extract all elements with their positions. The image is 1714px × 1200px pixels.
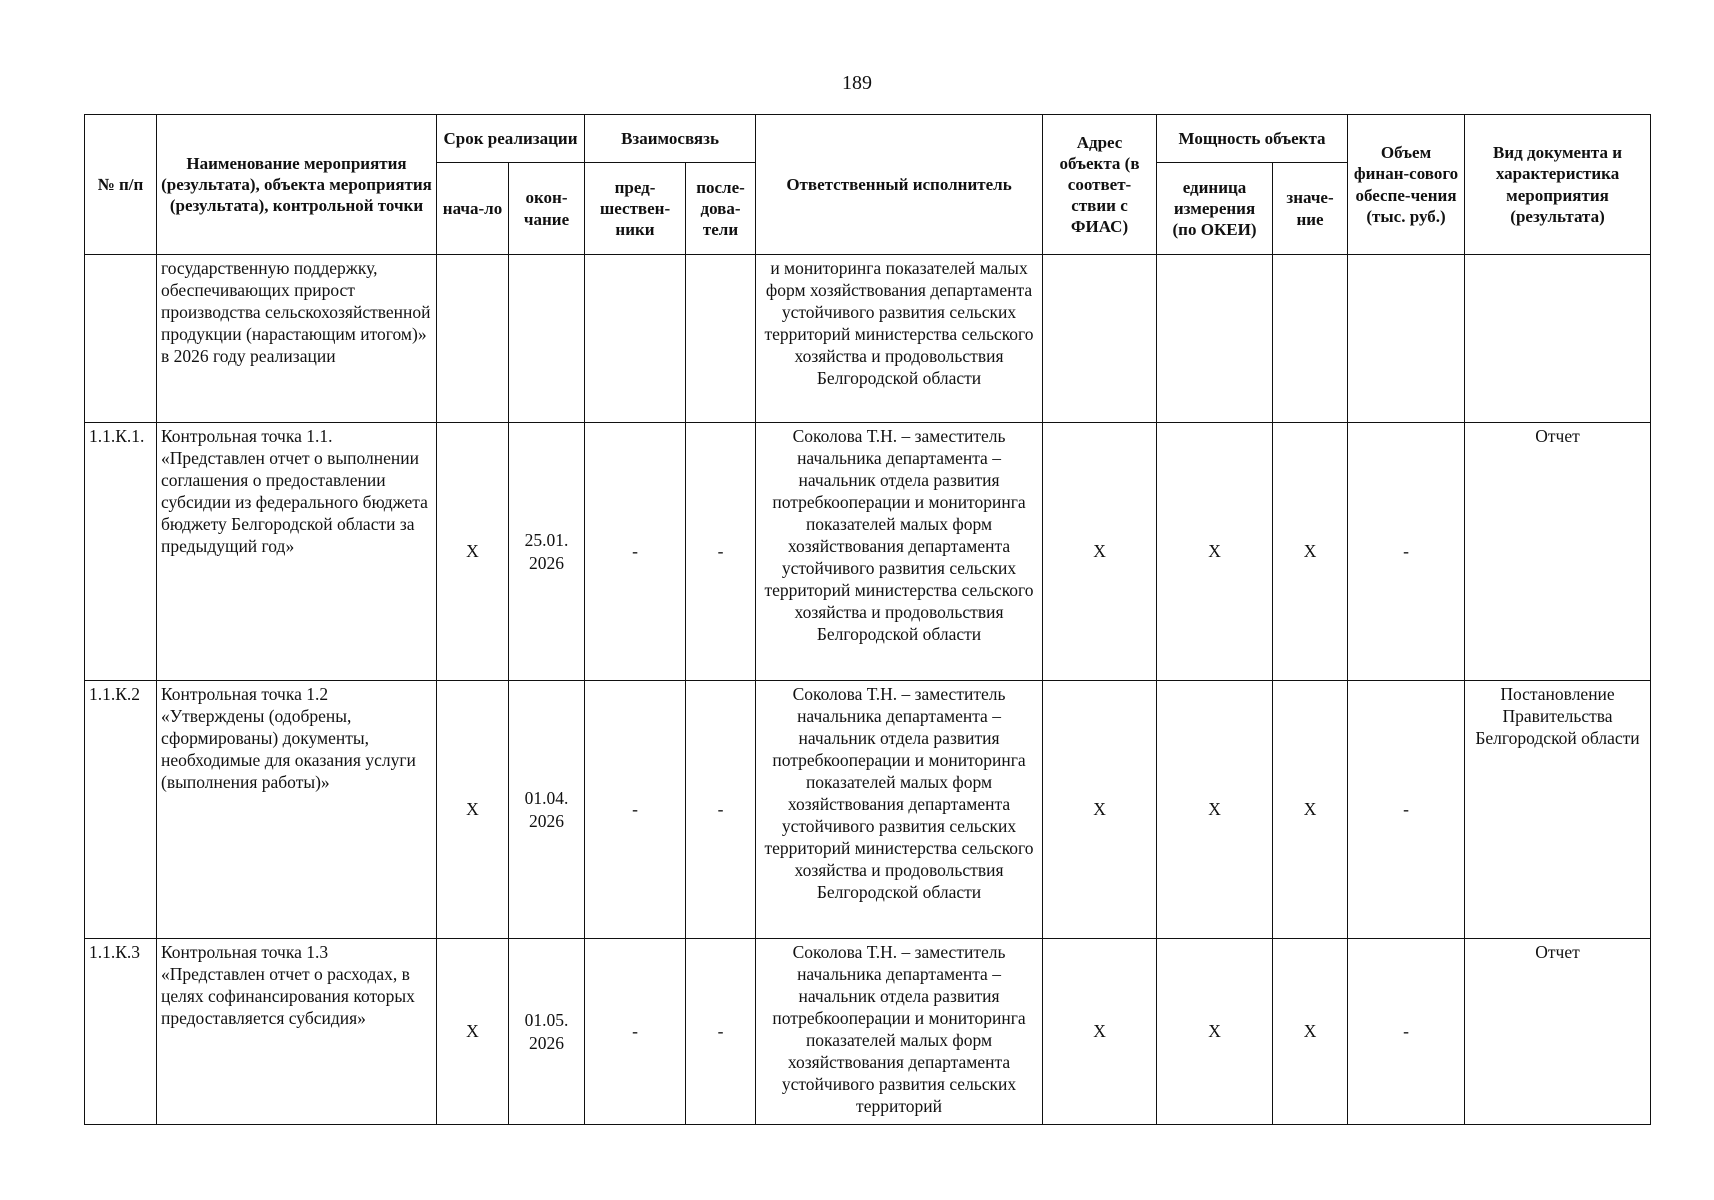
row-doc [1465,255,1651,423]
row-responsible: Соколова Т.Н. – заместитель начальника департамента – начальник отдела развития потребкооперации и мониторинга показателей малых форм хозяйствования департамента устойчивого развития сельских территорий министерства сельского хозяйства и продовольствия Белгородской области [756,681,1043,939]
row-value: Х [1273,681,1348,939]
row-prev: - [585,681,686,939]
row-value: Х [1273,423,1348,681]
row-start: Х [437,939,509,1125]
row-name: Контрольная точка 1.2 «Утверждены (одобрены, сформированы) документы, необходимые для оказания услуги (выполнения работы)» [157,681,437,939]
header-link-next: после-дова-тели [686,163,756,255]
header-link: Взаимосвязь [585,115,756,163]
table-row [85,939,1651,1125]
row-next: - [686,681,756,939]
row-next [686,255,756,423]
row-end: 25.01. 2026 [509,423,585,681]
row-address: Х [1043,681,1157,939]
row-address: Х [1043,939,1157,1125]
row-prev: - [585,939,686,1125]
row-unit: Х [1157,681,1273,939]
row-finance: - [1348,423,1465,681]
row-unit: Х [1157,939,1273,1125]
row-start [437,255,509,423]
row-name: государственную поддержку, обеспечивающих прирост производства сельскохозяйственной продукции (нарастающим итогом)» в 2026 году реализации [157,255,437,423]
row-num: 1.1.К.1. [85,423,157,681]
row-finance: - [1348,681,1465,939]
row-prev [585,255,686,423]
row-num: 1.1.К.2 [85,681,157,939]
row-num [85,255,157,423]
row-unit: Х [1157,423,1273,681]
header-capacity-unit: единица измерения (по ОКЕИ) [1157,163,1273,255]
row-num: 1.1.К.3 [85,939,157,1125]
row-doc: Отчет [1465,423,1651,681]
header-capacity-value: значе-ние [1273,163,1348,255]
plan-table [84,114,1651,1125]
page-number: 189 [842,72,872,94]
row-prev: - [585,423,686,681]
header-num: № п/п [85,115,157,255]
row-name: Контрольная точка 1.3 «Представлен отчет о расходах, в целях софинансирования которых предоставляется субсидия» [157,939,437,1125]
row-name: Контрольная точка 1.1. «Представлен отчет о выполнении соглашения о предоставлении субсидии из федерального бюджета бюджету Белгородской области за предыдущий год» [157,423,437,681]
row-value: Х [1273,939,1348,1125]
row-value [1273,255,1348,423]
row-finance [1348,255,1465,423]
table-row [85,423,1651,681]
header-link-prev: пред-шествен-ники [585,163,686,255]
header-address: Адрес объекта (в соответ-ствии с ФИАС) [1043,115,1157,255]
row-address [1043,255,1157,423]
header-capacity: Мощность объекта [1157,115,1348,163]
row-next: - [686,939,756,1125]
table-row [85,255,1651,423]
header-finance: Объем финан-сового обеспе-чения (тыс. руб.) [1348,115,1465,255]
row-end: 01.04. 2026 [509,681,585,939]
row-end [509,255,585,423]
row-address: Х [1043,423,1157,681]
row-finance: - [1348,939,1465,1125]
header-responsible: Ответственный исполнитель [756,115,1043,255]
row-unit [1157,255,1273,423]
row-start: Х [437,423,509,681]
row-doc: Постановление Правительства Белгородской области [1465,681,1651,939]
table-row [85,681,1651,939]
table-header [85,115,1651,255]
row-start: Х [437,681,509,939]
row-responsible: Соколова Т.Н. – заместитель начальника департамента – начальник отдела развития потребкооперации и мониторинга показателей малых форм хозяйствования департамента устойчивого развития сельских территорий министерства сельского хозяйства и продовольствия Белгородской области [756,423,1043,681]
header-name: Наименование мероприятия (результата), объекта мероприятия (результата), контрольной точки [157,115,437,255]
row-next: - [686,423,756,681]
row-responsible: Соколова Т.Н. – заместитель начальника департамента – начальник отдела развития потребкооперации и мониторинга показателей малых форм хозяйствования департамента устойчивого развития сельских территорий [756,939,1043,1125]
header-term-end: окон-чание [509,163,585,255]
row-doc: Отчет [1465,939,1651,1125]
row-responsible: и мониторинга показателей малых форм хозяйствования департамента устойчивого развития сельских территорий министерства сельского хозяйства и продовольствия Белгородской области [756,255,1043,423]
header-doc-type: Вид документа и характеристика мероприятия (результата) [1465,115,1651,255]
header-term-start: нача-ло [437,163,509,255]
row-end: 01.05. 2026 [509,939,585,1125]
header-term: Срок реализации [437,115,585,163]
